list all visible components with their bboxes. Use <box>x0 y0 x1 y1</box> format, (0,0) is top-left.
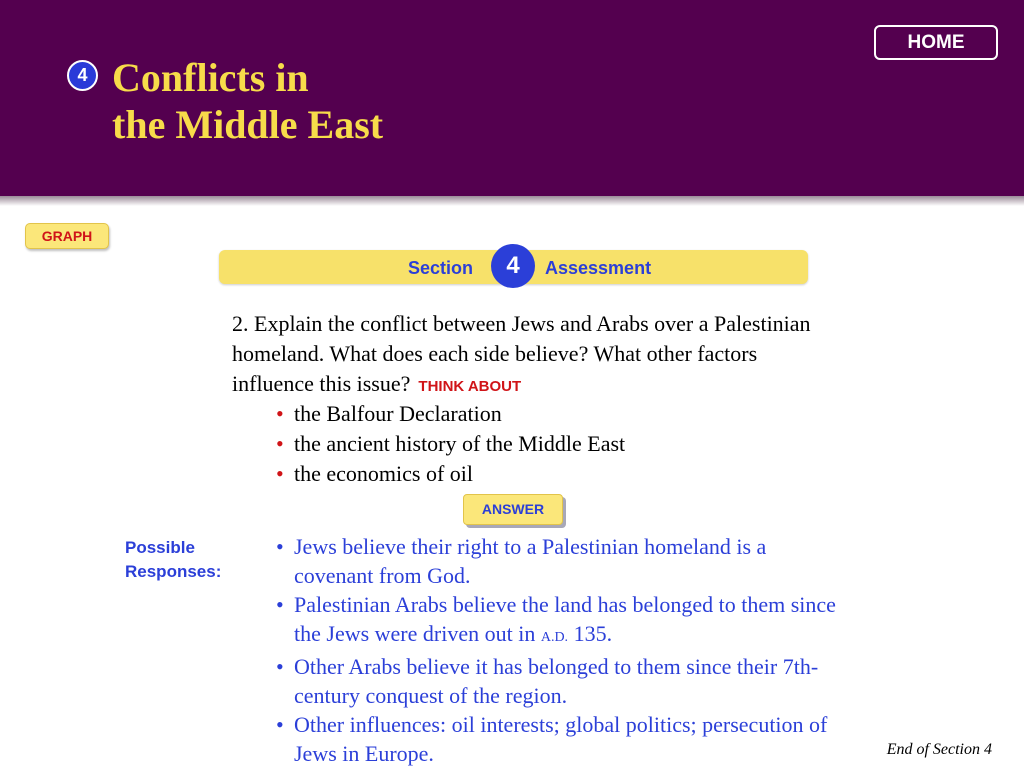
list-item <box>276 590 836 652</box>
bullet-icon: • <box>276 592 284 617</box>
possible-label-line-2: Responses: <box>125 562 222 581</box>
think-item-text: the economics of oil <box>294 461 474 486</box>
think-item-text: the ancient history of the Middle East <box>294 431 626 456</box>
response-text-end: 135. <box>573 621 613 646</box>
title-line-2: the Middle East <box>112 102 384 147</box>
think-item-text: the Balfour Declaration <box>294 401 502 426</box>
section-assessment-bar <box>219 250 808 284</box>
footer-text: End of Section 4 <box>886 741 992 758</box>
era-abbreviation: A.D. <box>540 630 569 645</box>
bullet-icon: • <box>276 461 284 486</box>
response-text: Other Arabs believe it has belonged to them since their 7th-century conquest of the region. <box>294 654 819 708</box>
bullet-icon: • <box>276 654 284 679</box>
list-item <box>276 399 625 429</box>
possible-responses-label <box>125 536 221 584</box>
bullet-icon: • <box>276 431 284 456</box>
list-item <box>276 459 625 489</box>
title-line-1: Conflicts in <box>112 55 309 100</box>
graph-button[interactable]: GRAPH <box>25 223 109 249</box>
question-text: 2. Explain the conflict between Jews and Arabs over a Palestinian homeland. What does each side believe? What other factors influence this issue? <box>232 311 811 396</box>
bullet-icon: • <box>276 712 284 737</box>
assessment-label: Assessment <box>545 258 652 278</box>
assessment-section-label: Section <box>408 258 474 278</box>
home-button[interactable]: HOME <box>874 25 998 60</box>
response-text: Palestinian Arabs believe the land has belonged to them since the Jews were driven out in <box>294 592 836 646</box>
think-about-label: THINK ABOUT <box>418 378 522 395</box>
list-item <box>276 652 836 710</box>
list-item <box>276 532 836 590</box>
list-item <box>276 710 836 768</box>
possible-label-line-1: Possible <box>125 538 195 557</box>
response-text: Jews believe their right to a Palestinian homeland is a covenant from God. <box>294 534 767 588</box>
section-number-badge: 4 <box>67 60 98 91</box>
responses-list <box>276 532 836 768</box>
think-about-list <box>276 399 625 489</box>
page-title <box>112 54 383 148</box>
header-banner <box>0 0 1024 196</box>
answer-button[interactable]: ANSWER <box>463 494 563 525</box>
assessment-section-number: 4 <box>491 244 535 288</box>
list-item <box>276 429 625 459</box>
question <box>232 309 822 402</box>
response-text: Other influences: oil interests; global politics; persecution of Jews in Europe. <box>294 712 828 766</box>
bullet-icon: • <box>276 401 284 426</box>
header-shadow <box>0 196 1024 206</box>
bullet-icon: • <box>276 534 284 559</box>
